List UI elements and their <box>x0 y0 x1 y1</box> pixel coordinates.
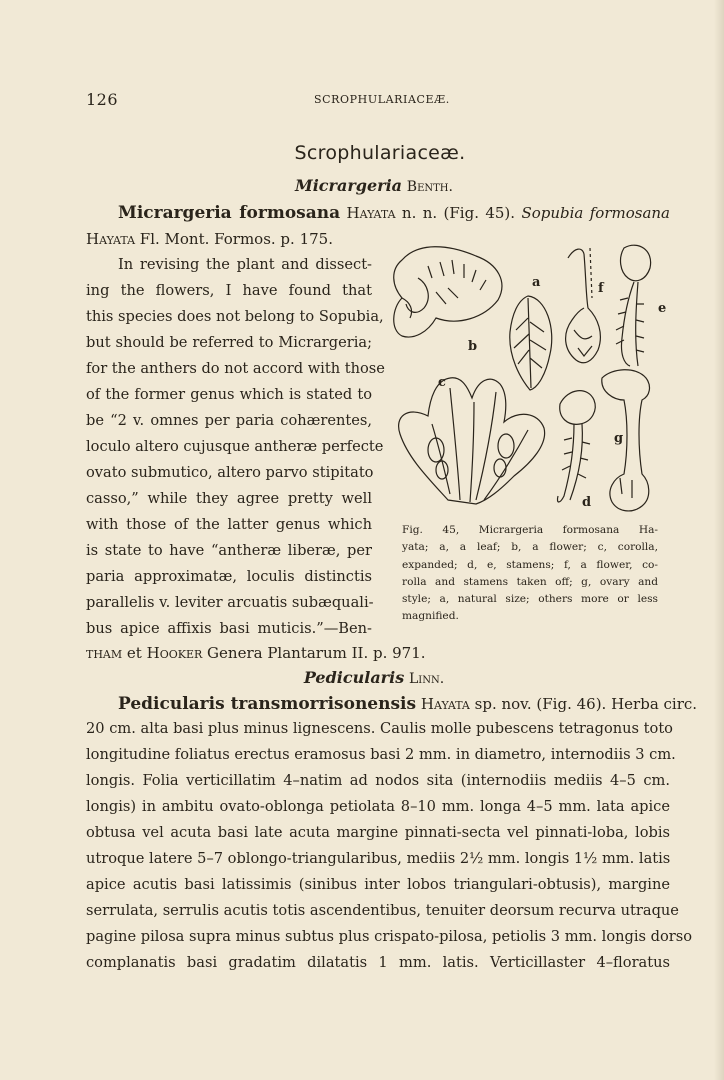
paragraph-line: bus apice affixis basi muticis.”—Ben- <box>86 620 372 637</box>
species-name: Pedicularis transmorrisonensis <box>118 694 417 714</box>
caption-line: magnified. <box>402 610 459 623</box>
flower-b-drawing <box>394 247 502 337</box>
paragraph-line: be “2 v. omnes per paria cohærentes, <box>86 412 372 429</box>
description-line: longis) in ambitu ovato-oblonga petiolata 8–10 mm. longa 4–5 mm. lata apice <box>86 798 670 815</box>
paragraph-line: paria approximatæ, loculis distinctis <box>86 568 372 585</box>
caption-line: expanded; d, e, stamens; f, a flower, co- <box>402 558 658 571</box>
figure-label-d: d <box>582 495 592 510</box>
caption-line: Fig. 45, Micrargeria formosana Ha- <box>402 524 658 536</box>
paragraph-line: for the anthers do not accord with those <box>86 360 385 377</box>
description-line: utroque latere 5–7 oblongo-triangularibus, mediis 2½ mm. longis 1½ mm. latis <box>86 850 671 867</box>
figure-caption <box>402 522 658 626</box>
running-title: SCROPHULARIACEÆ. <box>314 93 450 106</box>
paragraph-line: In revising the plant and dissect- <box>118 256 372 273</box>
description-line: serrulata, serrulis acutis totis ascendentibus, tenuiter deorsum recurva utraque <box>86 902 679 919</box>
species-status: n. n. (Fig. 45). <box>401 204 516 222</box>
figure-label-a: a <box>532 275 541 290</box>
paragraph-line: but should be referred to Micrargeria; <box>86 334 372 351</box>
citation-author-2: Hooker <box>146 644 203 662</box>
description-line: apice acutis basi latissimis (sinibus inter lobos triangulari-obtusis), margine <box>86 876 670 893</box>
figure-label-e: e <box>658 301 667 316</box>
paragraph-line: casso,” while they agree pretty well <box>86 490 372 507</box>
flower-f-drawing <box>566 249 601 363</box>
genus-authority: Benth. <box>406 179 453 195</box>
paragraph-line: ovato submutico, altero parvo stipitato <box>86 464 374 481</box>
synonym: Sopubia formosana <box>521 204 670 222</box>
page-edge-shadow <box>714 0 724 1080</box>
paragraph-line: ing the flowers, I have found that <box>86 282 372 299</box>
species-authority: Hayata <box>420 695 470 713</box>
citation-reference: Genera Plantarum II. p. 971. <box>207 644 426 662</box>
paragraph-line: loculo altero cujusque antheræ perfecte <box>86 438 384 455</box>
running-head <box>86 90 670 110</box>
botanical-illustration <box>388 238 678 518</box>
paragraph-line: of the former genus which is stated to <box>86 386 372 403</box>
family-title: Scrophulariaceæ. <box>294 142 466 164</box>
description-line: 20 cm. alta basi plus minus lignescens. Caulis molle pubescens tetragonus toto <box>86 720 673 737</box>
citation-et: et <box>126 644 142 662</box>
genus-name: Pedicularis <box>303 668 405 687</box>
figure-label-f: f <box>598 281 604 296</box>
caption-line: style; a, natural size; others more or less <box>402 593 658 606</box>
species-entry-line <box>118 205 670 222</box>
page-number: 126 <box>86 90 119 109</box>
reference-text: Fl. Mont. Formos. p. 175. <box>139 230 333 248</box>
figure-label-b: b <box>468 339 478 354</box>
paragraph-line: this species does not belong to Sopubia, <box>86 308 384 325</box>
species-authority: Hayata <box>346 204 396 222</box>
reference-line <box>86 232 333 247</box>
ovary-g-drawing <box>602 370 650 511</box>
caption-line: rolla and stamens taken off; g, ovary and <box>402 575 658 588</box>
stamen-d-drawing <box>560 391 595 425</box>
description-line: complanatis basi gradatim dilatatis 1 mm. latis. Verticillaster 4–floratus <box>86 954 670 971</box>
caption-line: yata; a, a leaf; b, a flower; c, corolla, <box>402 541 658 554</box>
illustration-svg <box>388 238 678 518</box>
species-entry-line <box>118 694 698 714</box>
genus-heading-micrargeria <box>0 176 724 195</box>
citation-author-1: tham <box>86 644 123 662</box>
paragraph-line: parallelis v. leviter arcuatis subæquali- <box>86 594 374 611</box>
figure-label-g: g <box>614 431 624 446</box>
species-name: Micrargeria formosana <box>118 203 341 223</box>
reference-authority: Hayata <box>86 230 136 248</box>
description-line: longis. Folia verticillatim 4–natim ad nodos sita (internodiis mediis 4–5 cm. <box>86 772 670 789</box>
paragraph-line: with those of the latter genus which <box>86 516 372 533</box>
stamen-e-drawing <box>621 245 651 281</box>
description-line: longitudine foliatus erectus eramosus basi 2 mm. in diametro, internodiis 3 cm. <box>86 746 676 763</box>
description-line: obtusa vel acuta basi late acuta margine pinnati-secta vel pinnati-loba, lobis <box>86 824 670 841</box>
genus-authority: Linn. <box>408 671 445 687</box>
description-line: pagine pilosa supra minus subtus plus crispato-pilosa, petiolis 3 mm. longis dorso <box>86 928 693 945</box>
genus-name: Micrargeria <box>295 176 403 195</box>
species-description-start: sp. nov. (Fig. 46). Herba circ. <box>474 695 698 713</box>
genus-heading-pedicularis <box>0 668 724 687</box>
figure-label-c: c <box>438 375 446 390</box>
paragraph-line: is state to have “antheræ liberæ, per <box>86 542 372 559</box>
reference-citation-line <box>86 646 432 661</box>
